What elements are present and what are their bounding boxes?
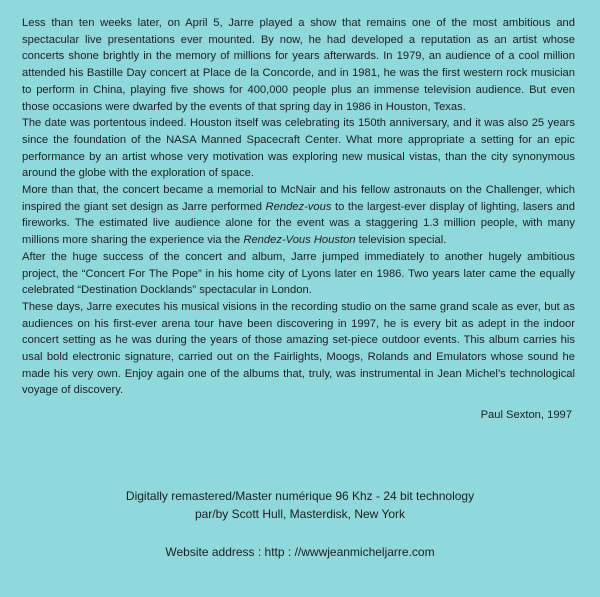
tv-special-title: Rendez-Vous Houston: [243, 234, 356, 247]
paragraph-text: to the largest-ever display of lighting, lasers and fireworks. The estimated live audience alone for the event was a staggering 1.3 million people, with many millions more sharing the experience via the: [22, 200, 576, 247]
paragraph-later-projects: After the huge success of the concert and album, Jarre jumped immediately to another hugely ambitious project, the “Concert For The Pope” in his home city of Lyons later en 1986. Two years later came the equally celebrated “Destination Docklands” spectacular in London.: [22, 250, 575, 297]
paragraph-challenger-memorial: [22, 182, 575, 249]
remaster-credit: Digitally remastered/Master numérique 96 Khz - 24 bit technology: [125, 489, 475, 503]
website-address: Website address : http : //wwwjeanmicheljarre.com: [165, 545, 435, 559]
engineer-credit: par/by Scott Hull, Masterdisk, New York: [194, 506, 406, 521]
paragraph-april-concert: Less than ten weeks later, on April 5, Jarre played a show that remains one of the most ambitious and spectacular live presentations ever mounted. By now, he had developed a reputation as an artist whose concerts shone brightly in the memory of millions for years afterwards. In 1979, an audience of a cool million attended his Bastille Day concert at Place de la Concorde, and in 1981, he was the first western rock musician to perform in China, playing five shows for 400,000 people plus an immense television audience. But even those occasions were dwarfed by the events of that spring day in 1986 in Houston, Texas.: [22, 17, 575, 113]
paragraph-houston-date: The date was portentous indeed. Houston itself was celebrating its 150th anniversary, and it was also 25 years since the foundation of the NASA Manned Spacecraft Center. What more appropriate a setting for an epic performance by an artist whose very motivation was exploring new musical vistas, than the city synonymous around the globe with the exploration of space.: [22, 117, 575, 180]
paragraph-these-days: These days, Jarre executes his musical visions in the recording studio on the same grand scale as ever, but as audiences on his first-ever arena tour have been discovering in 1997, he is every bit as adept in the indoor concert setting as he was during the years of those amazing set-piece outdoor events. This album carries his usal bold electronic signature, carried out on the Fairlights, Moogs, Rolands and Emulators whose sound he made his very own. Enjoy again one of the albums that, truly, was instrumental in Jean Michel’s technological voyage of discovery.: [22, 300, 575, 397]
essay-body: [22, 15, 575, 399]
author-signature: Paul Sexton, 1997: [480, 409, 572, 421]
paragraph-text: television special.: [355, 234, 447, 247]
paragraph-text: More than that, the concert became a memorial to McNair and his fellow astronauts on the Challenger, which inspired the giant set design as Jarre performed: [22, 184, 575, 213]
credits-block: [0, 488, 600, 562]
album-title-rendez-vous: Rendez-vous: [265, 200, 332, 213]
